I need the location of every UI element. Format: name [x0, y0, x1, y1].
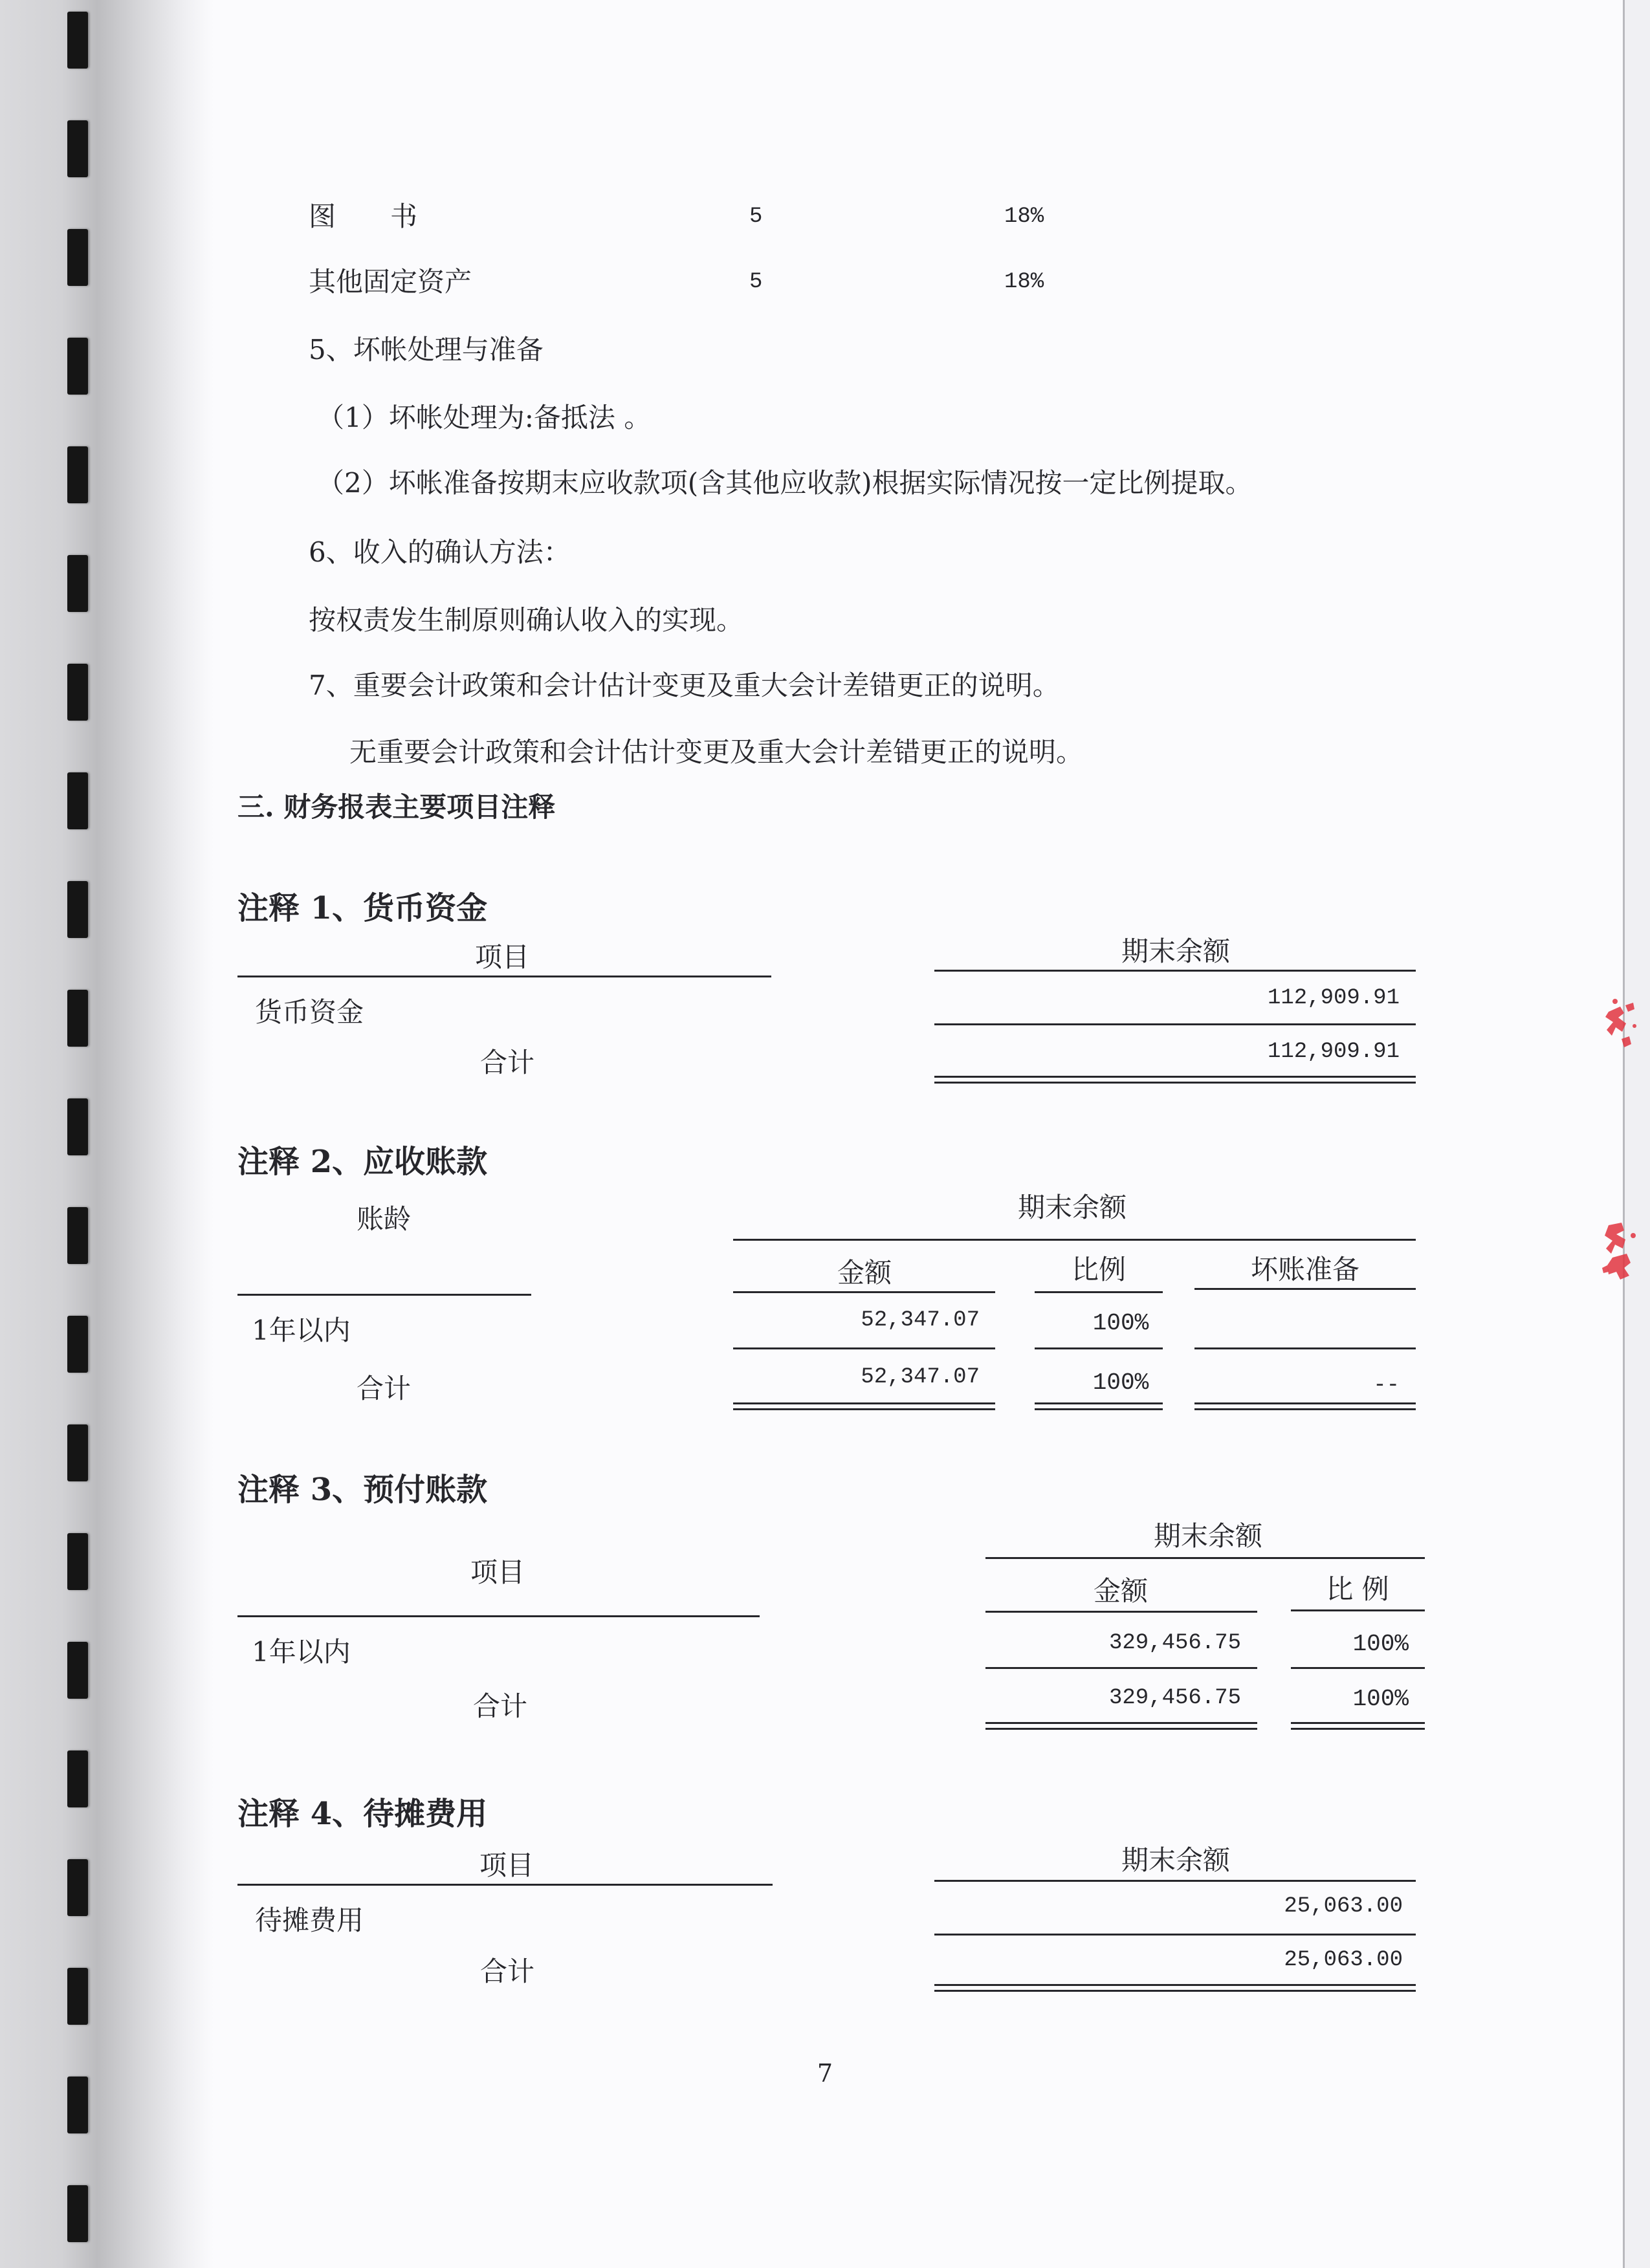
- total-amount: 52,347.07: [861, 1365, 980, 1390]
- depreciation-rate: 18%: [1004, 204, 1044, 229]
- total-label: 合计: [480, 1956, 535, 1987]
- rule-line: [237, 1884, 773, 1886]
- column-header-balance: 期末余额: [1121, 1844, 1230, 1876]
- binding-hole: [67, 120, 88, 177]
- double-rule: [934, 1984, 1416, 1992]
- spiral-binding: [0, 0, 129, 2268]
- binding-hole: [67, 1968, 88, 2025]
- binding-hole: [67, 772, 88, 829]
- row-amount: 52,347.07: [861, 1308, 980, 1333]
- column-header-age: 账龄: [357, 1203, 412, 1235]
- subheader-ratio: 比 例: [1326, 1573, 1389, 1605]
- binding-hole: [67, 1533, 88, 1590]
- binding-hole: [67, 1750, 88, 1807]
- double-rule: [934, 1076, 1416, 1084]
- binding-hole: [67, 229, 88, 286]
- total-label: 合计: [473, 1690, 528, 1722]
- binding-hole: [67, 2185, 88, 2242]
- policy-changes-text: 无重要会计政策和会计估计变更及重大会计差错更正的说明。: [349, 736, 1084, 768]
- rule-line: [985, 1611, 1257, 1613]
- total-label: 合计: [357, 1373, 412, 1404]
- binding-hole: [67, 1424, 88, 1481]
- column-header-balance: 期末余额: [1017, 1192, 1127, 1223]
- rule-line: [237, 976, 771, 977]
- total-provision: --: [1373, 1373, 1400, 1398]
- note-title: 注释 1、货币资金: [237, 890, 488, 926]
- rule-line: [985, 1667, 1257, 1669]
- rule-line: [733, 1239, 1416, 1241]
- useful-life-years: 5: [749, 270, 763, 294]
- rule-line: [1194, 1347, 1416, 1349]
- total-ratio: 100%: [1092, 1369, 1149, 1396]
- binding-hole: [67, 446, 88, 503]
- useful-life-years: 5: [749, 204, 763, 229]
- revenue-heading: 6、收入的确认方法：: [309, 536, 571, 568]
- binding-hole: [67, 990, 88, 1047]
- rule-line: [934, 1880, 1416, 1882]
- double-rule: [733, 1402, 995, 1410]
- total-amount: 329,456.75: [1108, 1686, 1241, 1710]
- double-rule: [1291, 1722, 1425, 1730]
- rule-line: [985, 1557, 1425, 1559]
- subheader-amount: 金额: [1093, 1575, 1148, 1607]
- row-label: 1年以内: [252, 1636, 351, 1668]
- note-title: 注释 4、待摊费用: [237, 1796, 488, 1832]
- note-title: 注释 3、预付账款: [237, 1472, 488, 1508]
- rule-line: [1194, 1288, 1416, 1290]
- binding-hole: [67, 1207, 88, 1264]
- double-rule: [985, 1722, 1257, 1730]
- double-rule: [1035, 1402, 1163, 1410]
- double-rule: [1194, 1402, 1416, 1410]
- column-header-item: 项目: [470, 1556, 525, 1588]
- bad-debt-heading: 5、坏帐处理与准备: [309, 334, 544, 365]
- asset-category: 图 书: [309, 201, 418, 232]
- total-amount: 112,909.91: [1267, 1040, 1400, 1064]
- total-amount: 25,063.00: [1284, 1948, 1403, 1972]
- row-label: 货币资金: [255, 996, 364, 1028]
- rule-line: [1035, 1347, 1163, 1349]
- rule-line: [934, 1934, 1416, 1935]
- rule-line: [237, 1294, 531, 1296]
- row-amount: 112,909.91: [1267, 986, 1400, 1010]
- revenue-text: 按权责发生制原则确认收入的实现。: [309, 604, 744, 636]
- total-ratio: 100%: [1352, 1686, 1409, 1712]
- row-amount: 25,063.00: [1284, 1894, 1403, 1919]
- bad-debt-method: （1）坏帐处理为:备抵法 。: [317, 402, 652, 433]
- row-ratio: 100%: [1352, 1631, 1409, 1657]
- depreciation-rate: 18%: [1004, 270, 1044, 294]
- red-seal-fragment: [1596, 996, 1647, 1058]
- rule-line: [1291, 1609, 1425, 1611]
- binding-hole: [67, 12, 88, 69]
- binding-hole: [67, 664, 88, 721]
- page-edge: [1623, 0, 1650, 2268]
- column-header-item: 项目: [474, 941, 529, 973]
- column-header-balance: 期末余额: [1153, 1520, 1262, 1552]
- rule-line: [1291, 1667, 1425, 1669]
- binding-hole: [67, 1316, 88, 1373]
- bad-debt-provision: （2）坏帐准备按期末应收款项(含其他应收款)根据实际情况按一定比例提取。: [317, 467, 1253, 499]
- binding-hole: [67, 555, 88, 612]
- section-title: 三. 财务报表主要项目注释: [237, 791, 556, 823]
- rule-line: [934, 1023, 1416, 1025]
- policy-changes-heading: 7、重要会计政策和会计估计变更及重大会计差错更正的说明。: [309, 670, 1060, 701]
- total-label: 合计: [480, 1047, 535, 1078]
- binding-hole: [67, 338, 88, 395]
- binding-hole: [67, 1098, 88, 1155]
- asset-category: 其他固定资产: [309, 266, 472, 298]
- page-number: 7: [817, 2059, 833, 2088]
- rule-line: [733, 1291, 995, 1293]
- binding-hole: [67, 2077, 88, 2133]
- binding-hole: [67, 881, 88, 938]
- subheader-ratio: 比例: [1071, 1254, 1126, 1285]
- row-amount: 329,456.75: [1108, 1631, 1241, 1655]
- rule-line: [237, 1615, 760, 1617]
- red-seal-fragment: [1593, 1216, 1647, 1284]
- note-title: 注释 2、应收账款: [237, 1144, 488, 1180]
- row-label: 1年以内: [252, 1314, 351, 1346]
- column-header-balance: 期末余额: [1121, 935, 1230, 967]
- rule-line: [1035, 1291, 1163, 1293]
- subheader-amount: 金额: [837, 1257, 892, 1289]
- row-ratio: 100%: [1092, 1310, 1149, 1336]
- binding-hole: [67, 1859, 88, 1916]
- row-label: 待摊费用: [255, 1904, 364, 1936]
- subheader-provision: 坏账准备: [1250, 1254, 1359, 1285]
- rule-line: [733, 1347, 995, 1349]
- binding-hole: [67, 1642, 88, 1699]
- column-header-item: 项目: [479, 1849, 534, 1881]
- rule-line: [934, 970, 1416, 972]
